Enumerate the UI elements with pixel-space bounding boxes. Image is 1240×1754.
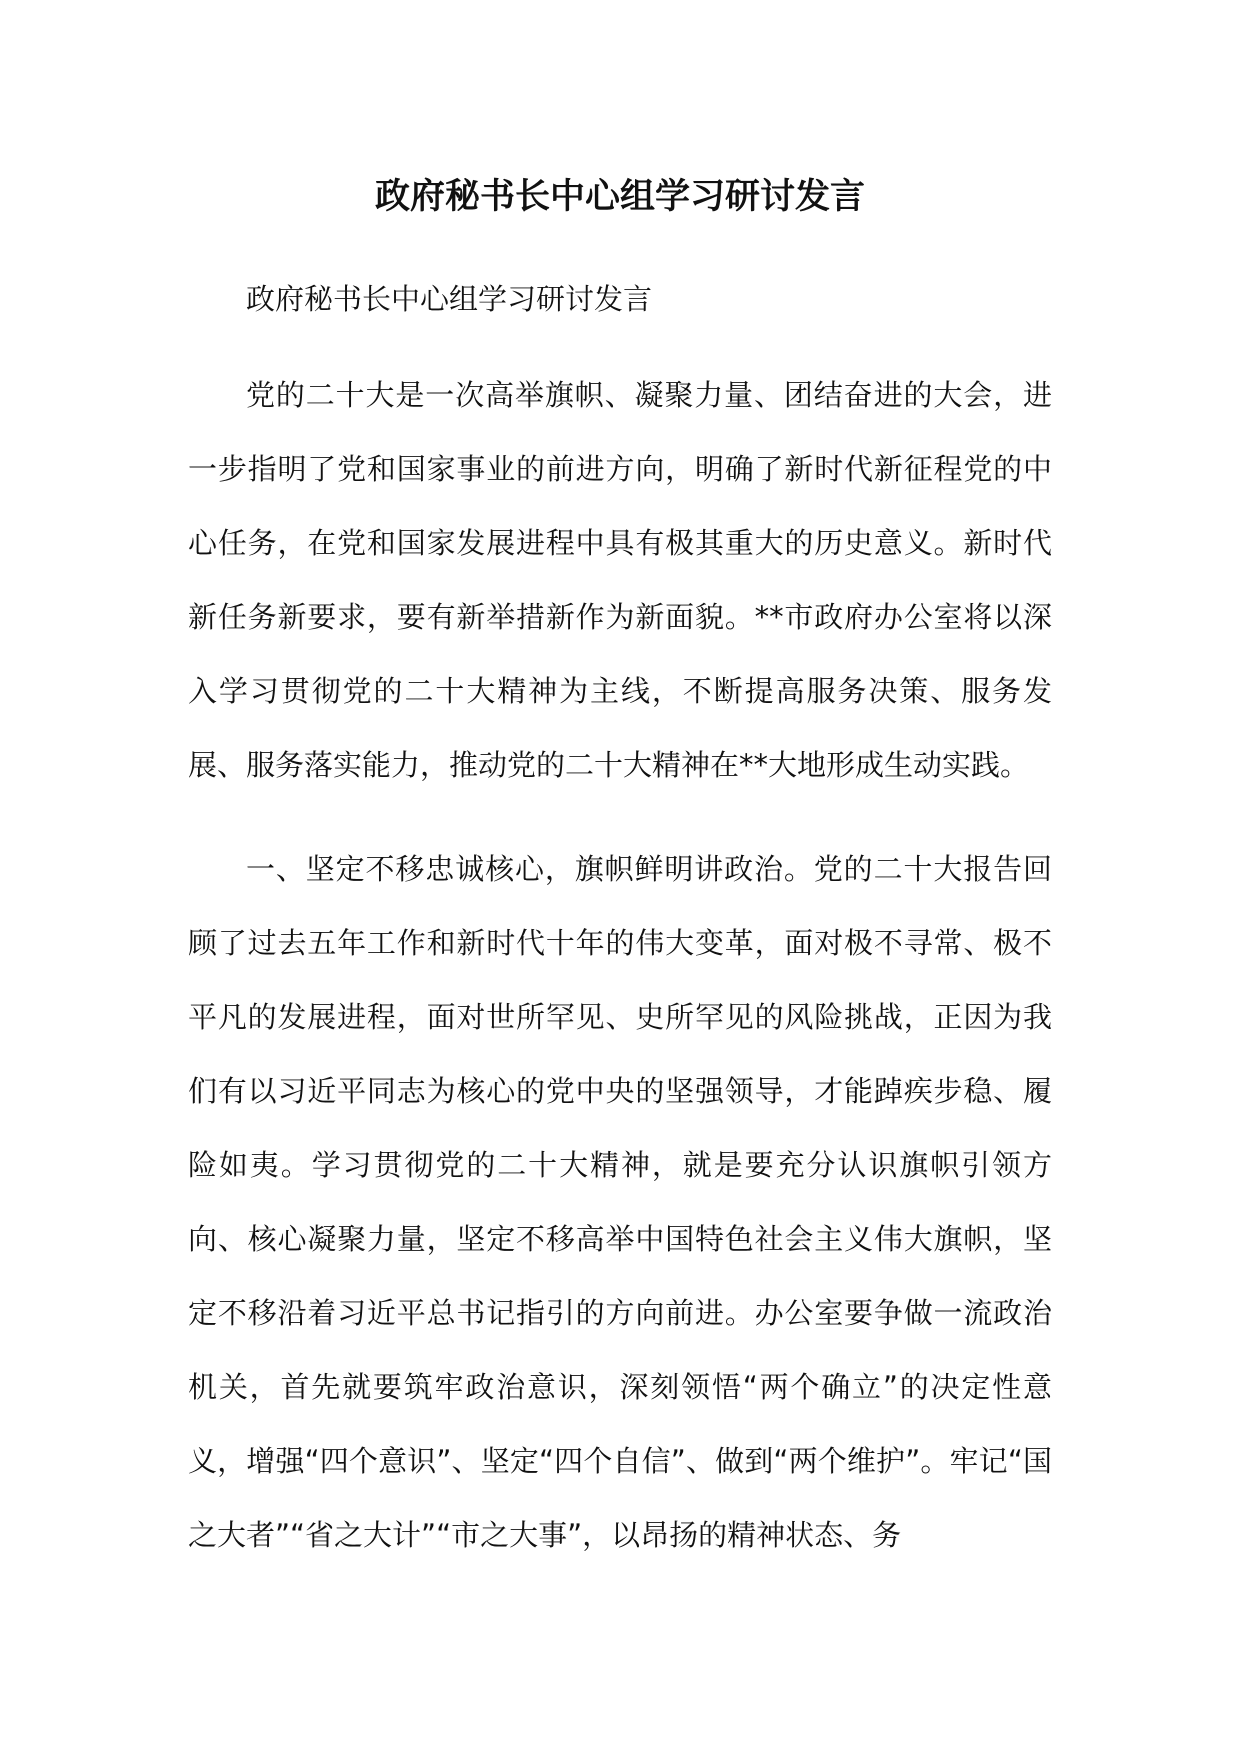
document-title: 政府秘书长中心组学习研讨发言 <box>374 177 865 217</box>
paragraph-section-one: 一、坚定不移忠诚核心，旗帜鲜明讲政治。党的二十大报告回顾了过去五年工作和新时代十年的伟大变革，面对极不寻常、极不平凡的发展进程，面对世所罕见、史所罕见的风险挑战，正因为我们有以习近平同志为核心的党中央的坚强领导，才能踔疾步稳、履险如夷。学习贯彻党的二十大精神，就是要充分认识旗帜引领方向、核心凝聚力量，坚定不移高举中国特色社会主义伟大旗帜，坚定不移沿着习近平总书记指引的方向前进。办公室要争做一流政治机关，首先就要筑牢政治意识，深刻领悟“两个确立”的决定性意义，增强“四个意识”、坚定“四个自信”、做到“两个维护”。牢记“国之大者”“省之大计”“市之大事”，以昂扬的精神状态、务 <box>188 852 1052 1552</box>
paragraph-intro: 党的二十大是一次高举旗帜、凝聚力量、团结奋进的大会，进一步指明了党和国家事业的前进方向，明确了新时代新征程党的中心任务，在党和国家发展进程中具有极其重大的历史意义。新时代新任务新要求，要有新举措新作为新面貌。**市政府办公室将以深入学习贯彻党的二十大精神为主线，不断提高服务决策、服务发展、服务落实能力，推动党的二十大精神在**大地形成生动实践。 <box>188 378 1052 782</box>
paragraph-subtitle: 政府秘书长中心组学习研讨发言 <box>246 282 653 316</box>
document-body <box>188 262 1052 1602</box>
